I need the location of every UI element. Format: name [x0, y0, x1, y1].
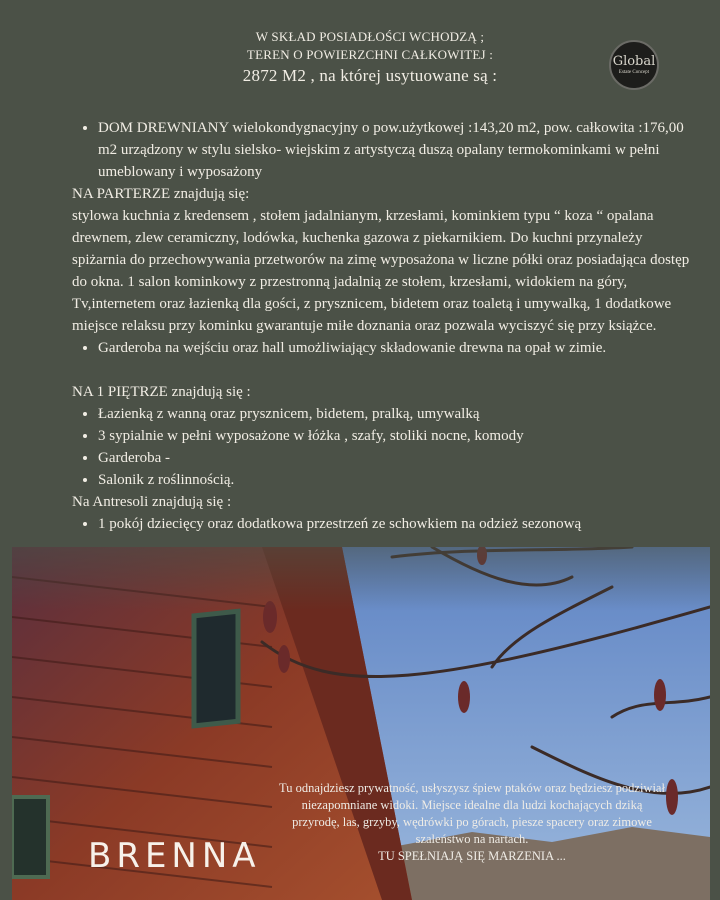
caption-line: Tu odnajdziesz prywatność, usłyszysz śpiew ptaków oraz będziesz podziwiał	[279, 781, 665, 795]
first-floor-list	[72, 403, 692, 491]
brand-name: BRENNA	[88, 836, 261, 876]
ground-floor-heading: NA PARTERZE znajdują się:	[72, 186, 250, 202]
property-description	[72, 117, 692, 535]
caption-line: TU SPEŁNIAJĄ SIĘ MARZENIA ...	[378, 849, 566, 863]
caption-line: przyrodę, las, grzyby, wędrówki po górach, piesze spacery oraz zimowe	[292, 815, 652, 829]
first-floor-heading: NA 1 PIĘTRZE znajdują się :	[72, 384, 251, 400]
attic-list	[72, 513, 692, 535]
list-item: • Garderoba -	[98, 447, 692, 469]
ground-floor-bullet: • Garderoba na wejściu oraz hall umożliwiający składowanie drewna na opał w zimie.	[98, 337, 692, 359]
logo-title: Global	[612, 54, 656, 69]
caption-line: szaleństwo na nartach.	[415, 832, 529, 846]
ground-floor-text: stylowa kuchnia z kredensem , stołem jadalnianym, krzesłami, kominkiem typu “ koza “ opalana drewnem, zlew ceramiczny, lodówka, kuchenka gazowa z piekarnikiem. Do kuchni przynależy spiżarnia do przechowywania przetworów na zimę wyposażona w liczne półki oraz posiadająca dostęp do okna. 1 salon kominkowy z przestronną jadalnią ze stołem, krzesłami, widokiem na góry, Tv,internetem oraz łazienką dla gości, z prysznicem, bidetem oraz toaletą i umywalką, 1 dodatkowe miejsce relaksu przy kominku gwarantuje miłe doznania oraz pozwala wyciszyć się przy książce.	[72, 208, 690, 334]
caption	[242, 780, 702, 865]
global-logo-icon	[609, 40, 659, 90]
list-item: • 1 pokój dziecięcy oraz dodatkowa przestrzeń ze schowkiem na odzież sezonową	[98, 513, 692, 535]
attic-heading: Na Antresoli znajdują się :	[72, 494, 232, 510]
header-line-3: 2872 M2 , na której usytuowane są :	[242, 66, 498, 85]
caption-line: niezapomniane widoki. Miejsce idealne dla ludzi kochających dziką	[301, 798, 643, 812]
header-line-2: TEREN O POWIERZCHNI CAŁKOWITEJ :	[246, 47, 494, 62]
house-list	[72, 117, 692, 183]
list-item: • Salonik z roślinnością.	[98, 469, 692, 491]
logo-subtitle: Estate Concept	[618, 70, 650, 75]
spacer	[72, 359, 692, 381]
header-line-1: W SKŁAD POSIADŁOŚCI WCHODZĄ ;	[255, 29, 485, 44]
house-bullet: • DOM DREWNIANY wielokondygnacyjny o pow.użytkowej :143,20 m2, pow. całkowita :176,00 m2 urządzony w stylu sielsko- wiejskim z artystyczą duszą opalany termokominkami w pełni umeblowany i wyposażony	[98, 117, 692, 183]
list-item: • 3 sypialnie w pełni wyposażone w łóżka , szafy, stoliki nocne, komody	[98, 425, 692, 447]
list-item: • Łazienką z wanną oraz prysznicem, bidetem, pralką, umywalką	[98, 403, 692, 425]
ground-floor-list	[72, 337, 692, 359]
